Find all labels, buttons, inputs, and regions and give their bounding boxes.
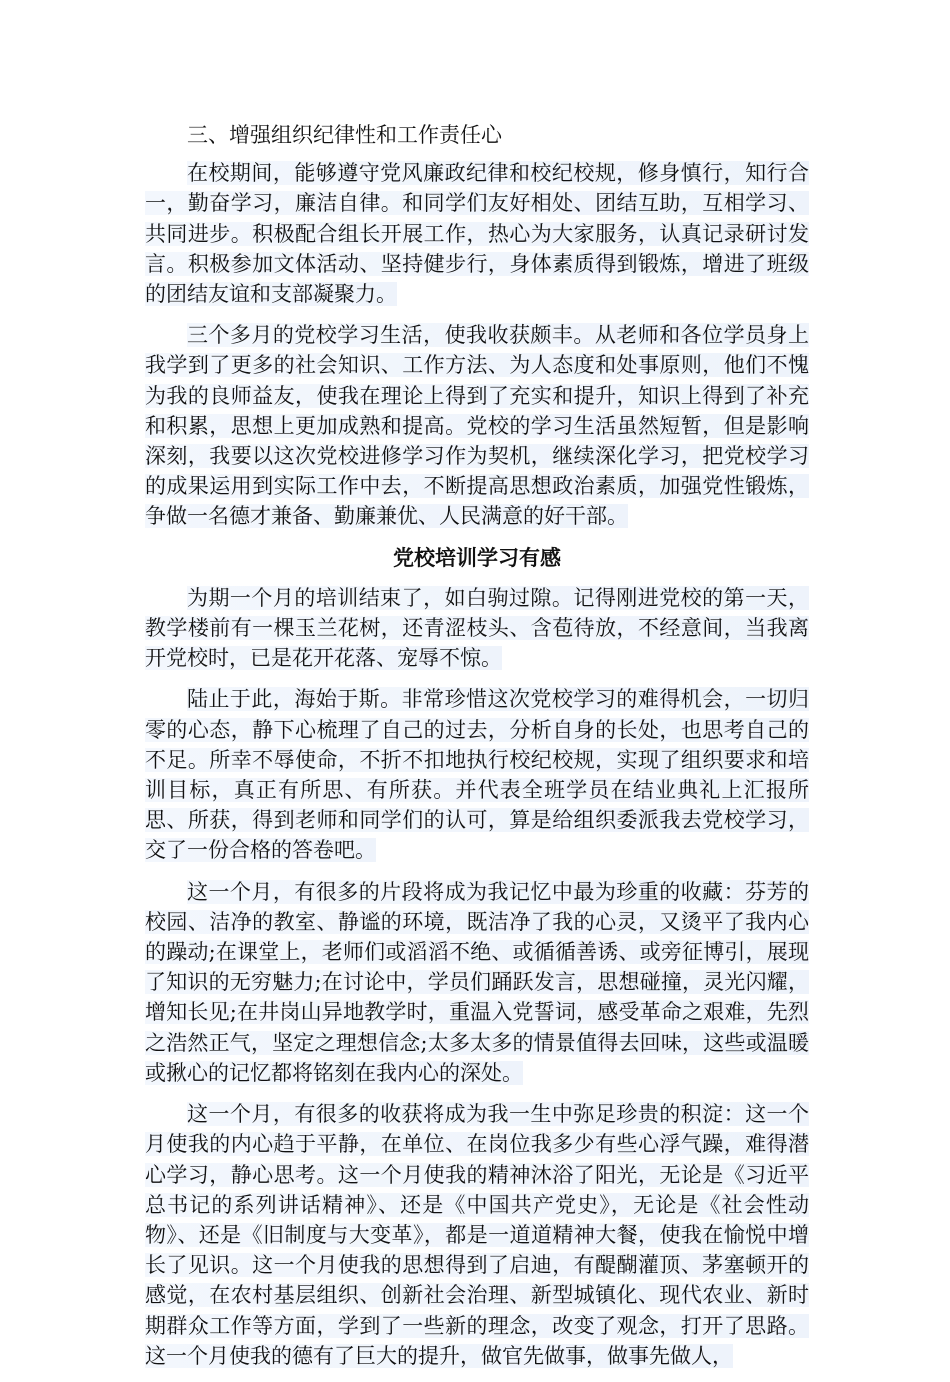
document-page: [145, 120, 809, 1382]
article-title: 党校培训学习有感: [393, 544, 561, 570]
paragraph: 在校期间，能够遵守党风廉政纪律和校纪校规，修身慎行，知行合一，勤奋学习，廉洁自律。和同学们友好相处、团结互助，互相学习、共同进步。积极配合组长开展工作，热心为大家服务，认真记录研讨发言。积极参加文体活动、坚持健步行，身体素质得到锻炼，增进了班级的团结友谊和支部凝聚力。: [145, 161, 809, 307]
paragraph: 陆止于此，海始于斯。非常珍惜这次党校学习的难得机会，一切归零的心态，静下心梳理了自己的过去，分析自身的长处，也思考自己的不足。所幸不辱使命，不折不扣地执行校纪校规，实现了组织要求和培训目标，真正有所思、有所获。并代表全班学员在结业典礼上汇报所思、所获，得到老师和同学们的认可，算是给组织委派我去党校学习，交了一份合格的答卷吧。: [145, 687, 809, 863]
paragraph: 为期一个月的培训结束了，如白驹过隙。记得刚进党校的第一天，教学楼前有一棵玉兰花树，还青涩枝头、含苞待放，不经意间，当我离开党校时，已是花开花落、宠辱不惊。: [145, 585, 809, 671]
paragraph: 这一个月，有很多的收获将成为我一生中弥足珍贵的积淀：这一个月使我的内心趋于平静，在单位、在岗位我多少有些心浮气躁，难得潜心学习，静心思考。这一个月使我的精神沐浴了阳光，无论是《习近平总书记的系列讲话精神》、还是《中国共产党史》，无论是《社会性动物》、还是《旧制度与大变革》，都是一道道精神大餐，使我在愉悦中增长了见识。这一个月使我的思想得到了启迪，有醍醐灌顶、茅塞顿开的感觉，在农村基层组织、创新社会治理、新型城镇化、现代农业、新时期群众工作等方面，学到了一些新的理念，改变了观念，打开了思路。这一个月使我的德有了巨大的提升，做官先做事，做事先做人，: [145, 1102, 809, 1368]
paragraph: 三个多月的党校学习生活，使我收获颇丰。从老师和各位学员身上我学到了更多的社会知识、工作方法、为人态度和处事原则，他们不愧为我的良师益友，使我在理论上得到了充实和提升，知识上得到了补充和积累，思想上更加成熟和提高。党校的学习生活虽然短暂，但是影响深刻，我要以这次党校进修学习作为契机，继续深化学习，把党校学习的成果运用到实际工作中去，不断提高思想政治素质，加强党性锻炼，争做一名德才兼备、勤廉兼优、人民满意的好干部。: [145, 323, 809, 529]
paragraph: 这一个月，有很多的片段将成为我记忆中最为珍重的收藏：芬芳的校园、洁净的教室、静谧的环境，既洁净了我的心灵，又烫平了我内心的躁动;在课堂上，老师们或滔滔不绝、或循循善诱、或旁征博引，展现了知识的无穷魅力;在讨论中，学员们踊跃发言，思想碰撞，灵光闪耀，增知长见;在井岗山异地教学时，重温入党誓词，感受革命之艰难，先烈之浩然正气，坚定之理想信念;太多太多的情景值得去回味，这些或温暖或揪心的记忆都将铭刻在我内心的深处。: [145, 879, 809, 1085]
section-heading: 三、增强组织纪律性和工作责任心: [187, 123, 502, 147]
